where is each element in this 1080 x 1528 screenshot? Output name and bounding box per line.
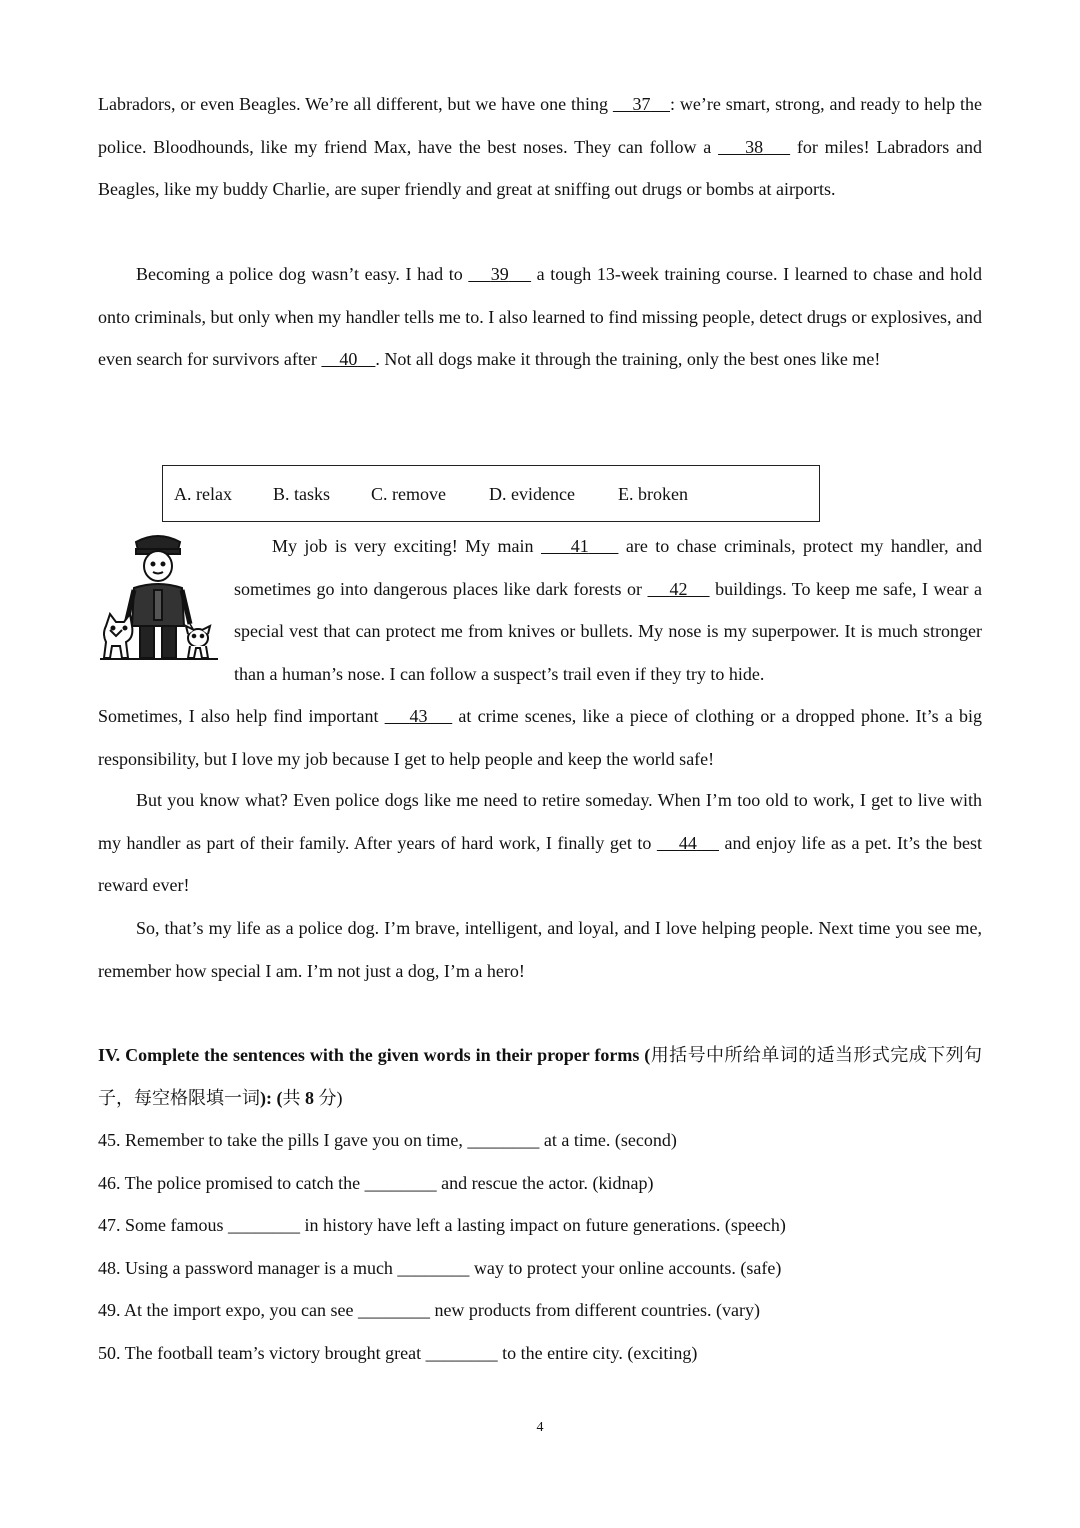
text: Labradors, or even Beagles. We’re all different, but we have one thing	[98, 94, 613, 114]
text: But you know what? Even police dogs like me need to retire someday. When I’m too old to work, I get to live with my handler as part of their family. After years of hard work, I finally get to	[98, 790, 982, 853]
paragraph-3-part-2	[98, 695, 982, 780]
blank-43: 43	[409, 706, 428, 726]
paragraph-2	[98, 253, 982, 381]
question-50: 50. The football team’s victory brought great ________ to the entire city. (exciting)	[98, 1343, 698, 1363]
page-number: 4	[536, 1420, 544, 1435]
blank-38: 38	[745, 136, 764, 157]
text: for miles! Labradors and Beagles, like my buddy Charlie, are super friendly and great at sniffing out drugs or bombs at airports.	[98, 136, 983, 199]
word-options-box	[162, 465, 820, 522]
text: Sometimes, I also help find important	[98, 706, 385, 726]
question-47: 47. Some famous ________ in history have left a lasting impact on future generations. (speech)	[98, 1215, 786, 1235]
text: : we’re smart, strong, and ready to help the police. Bloodhounds, like my friend Max, have the best noses. They can follow a	[98, 94, 983, 157]
blank-40: 40	[339, 349, 358, 369]
question-48: 48. Using a password manager is a much ________ way to protect your online accounts. (safe)	[98, 1258, 782, 1278]
blank-42: 42	[669, 578, 688, 599]
text: . Not all dogs make it through the training, only the best ones like me!	[375, 349, 881, 369]
blank-44: 44	[678, 832, 697, 853]
text: and enjoy life as a pet. It’s the best reward ever!	[98, 832, 983, 895]
text: My job is very exciting! My main	[272, 536, 541, 556]
option-d: D. evidence	[489, 484, 575, 504]
option-c: C. remove	[371, 484, 446, 504]
question-45: 45. Remember to take the pills I gave you on time, ________ at a time. (second)	[98, 1130, 677, 1150]
text: Becoming a police dog wasn’t easy. I had to	[136, 264, 469, 284]
blank-37: 37	[632, 94, 651, 114]
question-46: 46. The police promised to catch the ________ and rescue the actor. (kidnap)	[98, 1173, 654, 1193]
option-b: B. tasks	[273, 484, 331, 504]
text: are to chase criminals, protect my handler, and sometimes go into dangerous places like dark forests or	[234, 536, 983, 599]
blank-41: 41	[570, 536, 589, 556]
blank-39: 39	[490, 264, 509, 284]
paragraph-4	[98, 779, 982, 907]
paragraph-1	[98, 83, 982, 211]
option-e: E. broken	[618, 484, 688, 504]
section-4-heading: IV. Complete the sentences with the given words in their proper forms (用括号中所给单词的适当形式完成下列句子，每空格限填一词): (共 8 分)	[98, 1045, 982, 1108]
text: a tough 13-week training course. I learned to chase and hold onto criminals, but only when my handler tells me to. I also learned to find missing people, detect drugs or explosives, and even search for survivors after	[98, 264, 982, 369]
paragraph-5: So, that’s my life as a police dog. I’m brave, intelligent, and loyal, and I love helping people. Next time you see me, remember how special I am. I’m not just a dog, I’m a hero!	[98, 918, 982, 981]
question-49: 49. At the import expo, you can see ________ new products from different countries. (vary)	[98, 1300, 761, 1320]
text: at crime scenes, like a piece of clothing or a dropped phone. It’s a big responsibility, but I love my job because I get to help people and keep the world safe!	[98, 706, 983, 769]
paragraph-3-part-1	[234, 525, 982, 695]
text: buildings. To keep me safe, I wear a special vest that can protect me from knives or bullets. My nose is my superpower. It is much stronger than a human’s nose. I can follow a suspect’s trail even if they try to hide.	[234, 578, 983, 684]
police-officer-with-dogs-illustration	[100, 530, 218, 662]
option-a: A. relax	[174, 484, 232, 504]
